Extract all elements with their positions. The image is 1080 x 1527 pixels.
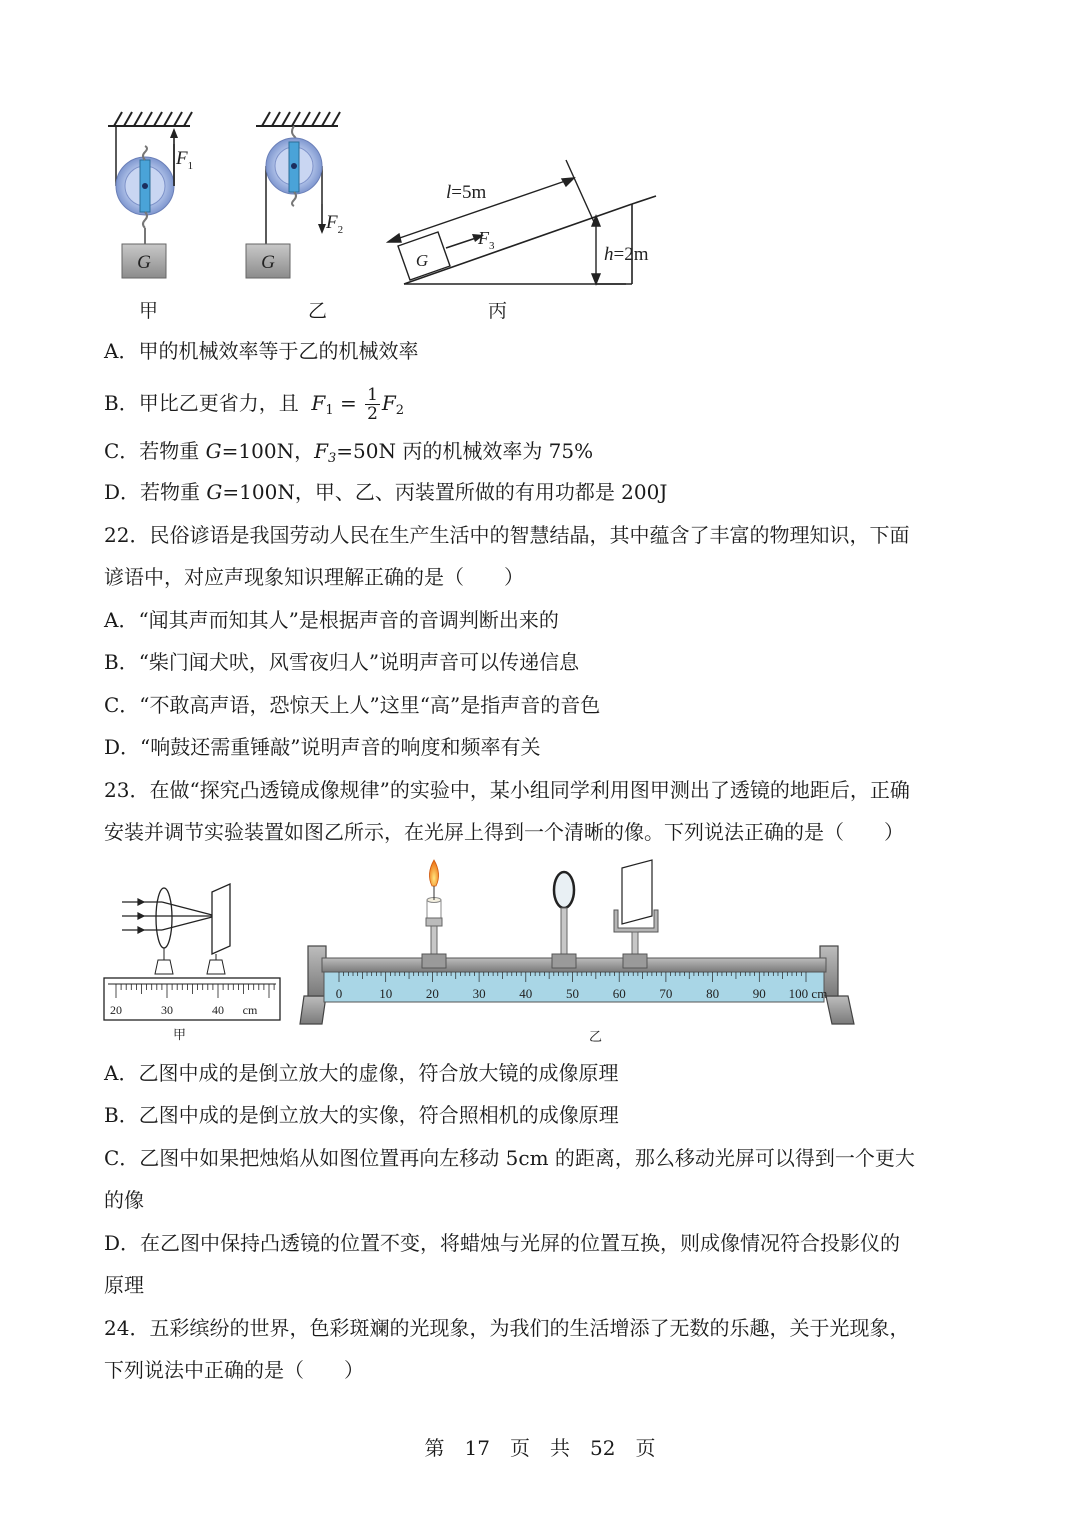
bench-tick-label: 60 (612, 986, 626, 1001)
ceiling-jia (108, 112, 192, 126)
q22-option-b: B．“柴门闻犬吠，风雪夜归人”说明声音可以传递信息 (104, 650, 580, 674)
q22-option-c: C．“不敢高声语，恐惊天上人”这里“高”是指声音的音色 (104, 693, 601, 717)
length-val: =5m (451, 182, 487, 203)
q21-b-f2: F (381, 391, 396, 415)
q22-stem-line1: 22．民俗谚语是我国劳动人民在生产生活中的智慧结晶，其中蕴含了丰富的物理知识，下面 (104, 523, 910, 547)
figure-optical-bench (298, 858, 858, 1030)
svg-text:h=2m (604, 244, 649, 265)
incline-block (398, 232, 450, 280)
weight-block-yi (246, 244, 290, 278)
q21-b-fraction (365, 386, 380, 423)
q21-b-prefix: B．甲比乙更省力，且 (104, 391, 299, 415)
force-f2-label: F (326, 212, 338, 233)
q21-c-g: G (205, 439, 222, 463)
q21-b-f1: F (311, 391, 326, 415)
q23-option-c-line1: C．乙图中如果把烛焰从如图位置再向左移动 5cm 的距离，那么移动光屏可以得到一个更大 (104, 1146, 915, 1170)
q21-d-2: =100N，甲、乙、丙装置所做的有用功都是 200J (222, 480, 668, 504)
bench-tick-label: 100 cm (788, 986, 828, 1001)
small-ruler-tick-20: 20 (110, 1003, 122, 1017)
q23-option-d-line2: 原理 (104, 1273, 144, 1297)
q21-option-b (104, 386, 404, 425)
svg-text:F1 (175, 148, 193, 172)
small-lens (155, 888, 173, 974)
q22-option-d: D．“响鼓还需重锤敲”说明声音的响度和频率有关 (104, 735, 541, 759)
force-f3-sub: 3 (489, 240, 495, 252)
force-f3-label: F (478, 228, 489, 248)
weight-block-jia (122, 244, 166, 278)
q21-d-g: G (206, 480, 223, 504)
svg-text:F3 (477, 228, 495, 252)
q24-stem-line1: 24．五彩缤纷的世界，色彩斑斓的光现象，为我们的生活增添了无数的乐趣，关于光现象， (104, 1316, 910, 1340)
figure-label-yi: 乙 (308, 300, 328, 322)
candle (422, 860, 446, 968)
force-arrow-f2 (318, 204, 326, 234)
block-label-yi: G (261, 252, 275, 273)
parallel-light-rays (122, 899, 216, 933)
q21-b-num: 1 (367, 385, 378, 405)
incline-plane (404, 196, 656, 284)
q21-c-f-sub: 3 (327, 451, 337, 466)
q21-b-f1-sub: 1 (325, 403, 334, 418)
height-var: h (604, 244, 614, 265)
convex-lens (552, 872, 576, 968)
bench-tick-label: 70 (659, 986, 673, 1001)
q21-c-f: F (314, 439, 328, 463)
q21-b-f2-sub: 2 (395, 403, 405, 418)
height-val: =2m (613, 244, 649, 265)
fixed-pulley (266, 126, 322, 244)
q23-stem-line2: 安装并调节实验装置如图乙所示，在光屏上得到一个清晰的像。下列说法正确的是（ ） (104, 820, 904, 844)
light-screen (614, 860, 658, 968)
bench-tick-label: 40 (519, 986, 533, 1001)
page-footer: 第 17 页 共 52 页 (424, 1436, 656, 1460)
figure-label-bing: 丙 (488, 300, 508, 322)
block-label-jia: G (137, 252, 151, 273)
q24-stem-line2: 下列说法中正确的是（ ） (104, 1358, 364, 1382)
length-dimension (388, 160, 594, 242)
bench-tick-label: 80 (706, 986, 720, 1001)
q21-option-c (104, 437, 593, 473)
figure2-label-jia: 甲 (173, 1028, 187, 1043)
q23-stem-line1: 23．在做“探究凸透镜成像规律”的实验中，某小组同学利用图甲测出了透镜的地距后，正确 (104, 778, 910, 802)
force-f1-sub: 1 (187, 160, 194, 172)
q21-d-1: D．若物重 (104, 480, 207, 504)
q21-b-eq: = (333, 391, 364, 415)
figure-pulleys-incline (96, 104, 676, 304)
q23-option-c-line2: 的像 (104, 1188, 144, 1212)
q23-option-d-line1: D．在乙图中保持凸透镜的位置不变，将蜡烛与光屏的位置互换，则成像情况符合投影仪的 (104, 1231, 901, 1255)
small-screen (207, 884, 230, 974)
figure-lens-setup-small (100, 880, 286, 1028)
q21-c-2: =100N， (221, 439, 315, 463)
ceiling-yi (256, 112, 340, 126)
block-label-bing: G (415, 251, 429, 270)
q21-c-3: =50N 丙的机械效率为 75% (336, 439, 594, 463)
q21-option-d (104, 478, 667, 506)
height-dimension (592, 216, 600, 284)
bench-tick-label: 90 (752, 986, 766, 1001)
figure-label-jia: 甲 (139, 300, 159, 322)
q23-option-a: A．乙图中成的是倒立放大的虚像，符合放大镜的成像原理 (104, 1061, 619, 1085)
q21-c-1: C．若物重 (104, 439, 206, 463)
svg-text:l=5m (446, 182, 486, 203)
small-ruler-unit: cm (242, 1003, 258, 1017)
q22-stem-line2: 谚语中，对应声现象知识理解正确的是（ ） (104, 565, 524, 589)
bench-tick-label: 0 (335, 986, 343, 1001)
length-var: l (446, 182, 452, 203)
bench-tick-label: 20 (425, 986, 439, 1001)
q23-option-b: B．乙图中成的是倒立放大的实像，符合照相机的成像原理 (104, 1103, 619, 1127)
bench-tick-label: 30 (472, 986, 486, 1001)
q21-b-den: 2 (367, 404, 378, 424)
figure2-label-yi: 乙 (589, 1030, 603, 1045)
force-f2-sub: 2 (337, 224, 344, 236)
small-ruler-tick-30: 30 (161, 1003, 173, 1017)
svg-text:F2 (325, 212, 343, 236)
bench-tick-label: 10 (379, 986, 393, 1001)
q21-option-a: A．甲的机械效率等于乙的机械效率 (104, 339, 419, 363)
movable-pulley (116, 126, 174, 244)
small-ruler-tick-40: 40 (212, 1003, 224, 1017)
q22-option-a: A．“闻其声而知其人”是根据声音的音调判断出来的 (104, 608, 559, 632)
bench-tick-label: 50 (566, 986, 579, 1001)
force-f1-label: F (176, 148, 188, 169)
